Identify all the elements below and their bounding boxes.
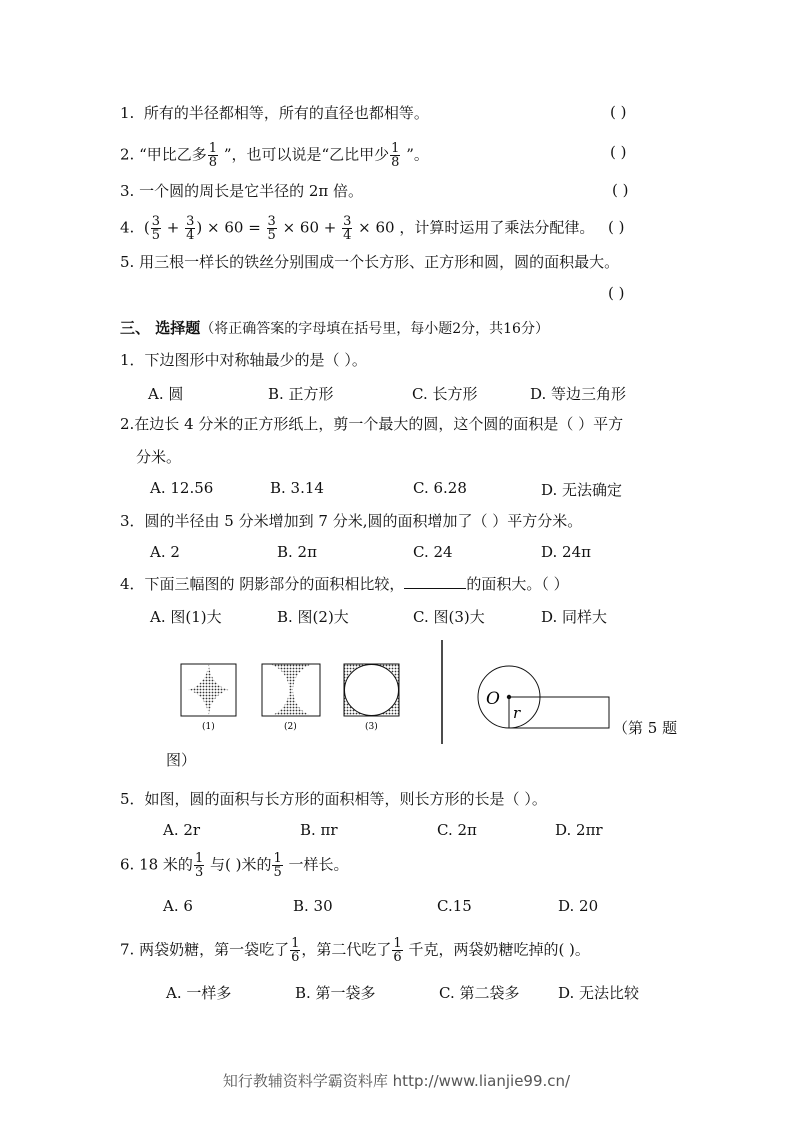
fraction: $\frac{1}{3}$ [194,851,204,880]
figure-3 [344,664,399,716]
mc-q1-option-d[interactable]: D. 等边三角形 [530,385,627,403]
section-note: （将正确答案的字母填在括号里，每小题2分，共16分） [200,321,549,337]
mc-q3-option-b[interactable]: B. 2π [277,543,317,561]
mc-q7-option-d[interactable]: D. 无法比较 [558,984,640,1002]
answer-blank[interactable] [404,574,466,589]
mc-q2-cont: 分米。 [136,448,182,466]
mc-q2: 2.在边长 4 分米的正方形纸上，剪一个最大的圆，这个圆的面积是（ ）平方 [120,415,624,433]
mc-q5-option-d[interactable]: D. 2πr [555,821,603,839]
mc-q3-option-d[interactable]: D. 24π [541,543,591,561]
figure-5 [478,666,609,728]
tf-q5: 5. 用三根一样长的铁丝分别围成一个长方形、正方形和圆，圆的面积最大。 [120,253,620,271]
fraction: $\frac{3}{4}$ [343,214,352,243]
figure-2-label: (2) [284,722,297,732]
figure-5-caption-cont: 图） [166,751,197,769]
mc-q2-option-a[interactable]: A. 12.56 [150,479,214,497]
mc-q1: 1．下边图形中对称轴最少的是（ ）。 [120,351,367,369]
mc-q2-option-b[interactable]: B. 3.14 [270,479,324,497]
mc-q7: 7. 两袋奶糖，第一袋吃了 $\frac{1}{6}$ ，第二代吃了 $\frac{1}{6}$ 千克，两袋奶糖吃掉的( )。 [120,936,590,965]
fraction: $\frac{1}{6}$ [393,936,402,965]
mc-q4: 4．下面三幅图的 阴影部分的面积相比较， 的面积大。（ ） [120,575,569,593]
mc-q5-option-a[interactable]: A. 2r [163,821,201,839]
tf-q3: 3. 一个圆的周长是它半径的 2π 倍。 [120,182,364,200]
fraction: $\frac{3}{5}$ [151,214,160,243]
tf-q3-answer[interactable]: ( ) [612,181,629,199]
mc-q4-option-c[interactable]: C. 图(3)大 [413,608,485,626]
tf-q2-answer[interactable]: ( ) [610,143,627,161]
mc-q6-option-a[interactable]: A. 6 [163,897,193,915]
figure-3-label: (3) [365,722,378,732]
fraction: $\frac{1}{8}$ [208,141,218,170]
mc-q6-option-b[interactable]: B. 30 [293,897,333,915]
fraction: $\frac{3}{4}$ [186,214,195,243]
mc-q4-option-d[interactable]: D. 同样大 [541,608,608,626]
mc-q1-option-b[interactable]: B. 正方形 [268,385,334,403]
mc-q3: 3．圆的半径由 5 分米增加到 7 分米,圆的面积增加了（ ）平方分米。 [120,512,583,530]
mc-q5: 5．如图，圆的面积与长方形的面积相等，则长方形的长是（ ）。 [120,790,547,808]
figure-1-label: (1) [202,722,215,732]
tf-q4-answer[interactable]: ( ) [608,218,625,236]
tf-q1-answer[interactable]: ( ) [610,103,627,121]
tf-q4: 4. ( $\frac{3}{5}$ + $\frac{3}{4}$ ) × 60 = $\frac{3}{5}$ × 60 + $\frac{3}{4}$ × 60 ，计算时运用了乘法分配律。 [120,214,595,243]
mc-q3-option-c[interactable]: C. 24 [413,543,453,561]
mc-q6-option-d[interactable]: D. 20 [558,897,599,915]
mc-q6: 6. 18 米的 $\frac{1}{3}$ 与( )米的 $\frac{1}{5}$ 一样长。 [120,851,349,880]
tf-q1: 1. 所有的半径都相等，所有的直径也都相等。 [120,104,429,122]
mc-q5-option-c[interactable]: C. 2π [437,821,477,839]
mc-q1-option-c[interactable]: C. 长方形 [412,385,478,403]
mc-q7-option-a[interactable]: A. 一样多 [166,984,232,1002]
footer-watermark: 知行教辅资料学霸资料库 http://www.lianjie99.cn/ [222,1072,571,1090]
fraction: $\frac{1}{6}$ [291,936,300,965]
mc-q2-option-c[interactable]: C. 6.28 [413,479,467,497]
radius-label: r [513,704,521,722]
section-3-header [120,318,549,339]
section-title: 三、 选择题 [120,319,201,337]
mc-q4-option-b[interactable]: B. 图(2)大 [277,608,349,626]
figure-5-caption: （第 5 题 [613,719,678,737]
tf-q5-answer[interactable]: ( ) [608,284,625,302]
fraction: $\frac{1}{5}$ [273,851,282,880]
mc-q6-option-c[interactable]: C.15 [437,897,472,915]
tf-q2: 2. “甲比乙多 $\frac{1}{8}$ ”，也可以说是“乙比甲少 $\frac{1}{8}$ ”。 [120,141,429,170]
mc-q3-option-a[interactable]: A. 2 [150,543,180,561]
fraction: $\frac{3}{5}$ [267,214,276,243]
mc-q2-option-d[interactable]: D. 无法确定 [541,481,623,499]
center-label: O [486,689,500,709]
mc-q7-option-b[interactable]: B. 第一袋多 [295,984,376,1002]
mc-q5-option-b[interactable]: B. πr [300,821,338,839]
mc-q1-option-a[interactable]: A. 圆 [148,385,184,403]
mc-q4-option-a[interactable]: A. 图(1)大 [150,608,222,626]
mc-q7-option-c[interactable]: C. 第二袋多 [439,984,520,1002]
fraction: $\frac{1}{8}$ [391,141,400,170]
